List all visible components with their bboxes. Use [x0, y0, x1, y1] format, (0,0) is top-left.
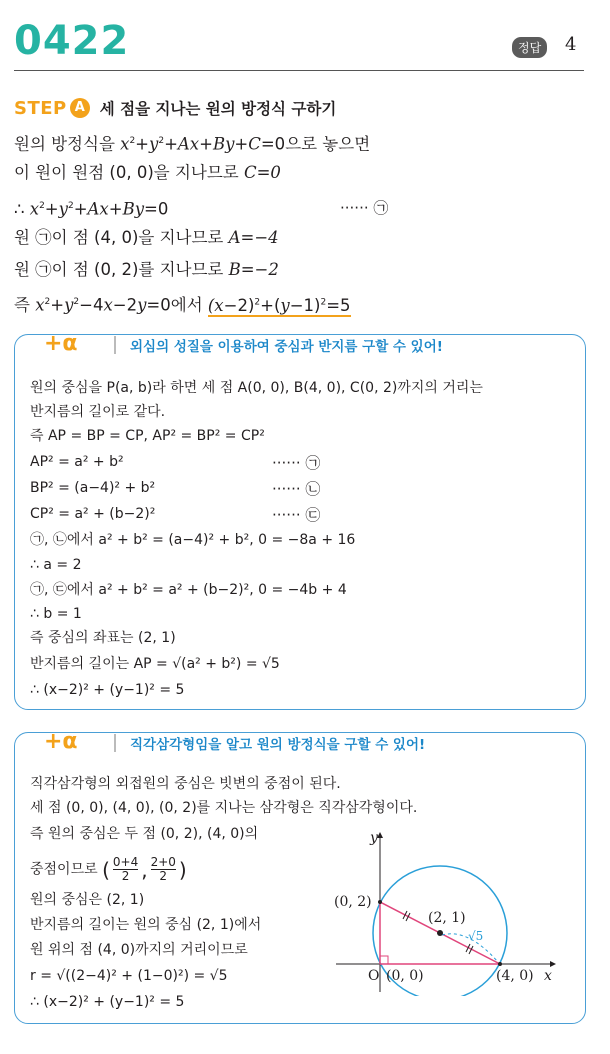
plus-alpha-icon: +α — [44, 729, 78, 754]
x-axis-label: x — [544, 968, 552, 984]
problem-number: 0422 — [14, 18, 130, 64]
tip-title-1: 외심의 성질을 이용하여 중심과 반지름 구할 수 있어! — [130, 339, 443, 355]
box1-line-5: BP² = (a−4)² + b² — [30, 480, 156, 496]
y-axis-label: y — [370, 830, 378, 846]
solution-line-1: 원의 방정식을 $x^2+y^2+Ax+By+C=0$으로 놓으면 — [14, 134, 371, 154]
box2-line-5: 원의 중심은 (2, 1) — [30, 892, 145, 908]
box1-line-9: ㉠, ㉢에서 a² + b² = a² + (b−2)², 0 = −4b + 4 — [30, 582, 347, 598]
solution-line-5: 원 ㉠이 점 (0, 2)를 지나므로 B=−2 — [14, 260, 279, 279]
equation-tag-1: ······ ㉠ — [340, 199, 389, 217]
box2-line-6: 반지름의 길이는 원의 중심 (2, 1)에서 — [30, 917, 262, 933]
box1-line-4: AP² = a² + b² — [30, 454, 124, 470]
origin-label: O — [368, 968, 380, 984]
box1-line-13: ∴ (x−2)² + (y−1)² = 5 — [30, 682, 185, 698]
answer-value: 4 — [565, 34, 577, 55]
x-axis-arrow — [550, 961, 556, 967]
circle-figure — [328, 828, 558, 996]
solution-line-2: 이 원이 원점 (0, 0)을 지나므로 C=0 — [14, 163, 281, 182]
box1-line-2: 반지름의 길이로 같다. — [30, 404, 166, 420]
box2-line-1: 직각삼각형의 외접원의 중심은 빗변의 중점이 된다. — [30, 776, 341, 792]
box2-line-3: 즉 원의 중심은 두 점 (0, 2), (4, 0)의 — [30, 826, 259, 842]
step-heading — [14, 96, 336, 120]
label-center: (2, 1) — [428, 910, 466, 926]
right-angle-mark — [380, 956, 388, 964]
answer-badge: 정답 — [512, 37, 547, 58]
tip-title-2: 직각삼각형임을 알고 원의 방정식을 구할 수 있어! — [130, 737, 426, 753]
solution-line-3: ∴ $x^2+y^2+Ax+By=0$ — [14, 199, 169, 219]
label-point-0-2: (0, 2) — [334, 894, 372, 910]
box1-tag-3: ······ ㉢ — [272, 506, 321, 524]
plus-alpha-icon: +α — [44, 331, 78, 356]
center-point — [437, 930, 443, 936]
step-label: STEP — [14, 97, 67, 119]
box1-line-3: 즉 AP = BP = CP, AP² = BP² = CP² — [30, 428, 265, 444]
box2-line-7: 원 위의 점 (4, 0)까지의 거리이므로 — [30, 942, 248, 958]
step-badge: A — [70, 98, 90, 118]
box1-tag-2: ······ ㉡ — [272, 480, 321, 498]
box2-line-4: 중점이므로 ( 0+4 2 , 2+0 2 ) — [30, 855, 187, 883]
solution-line-6: 즉 $x^2+y^2-4x-2y=0$에서 $(x-2)^2+(y-1)^2=5$ — [14, 295, 351, 315]
box1-line-11: 즉 중심의 좌표는 (2, 1) — [30, 630, 176, 646]
box1-line-12: 반지름의 길이는 AP = √(a² + b²) = √5 — [30, 656, 280, 672]
box1-tag-1: ······ ㉠ — [272, 454, 321, 472]
box1-line-7: ㉠, ㉡에서 a² + b² = (a−4)² + b², 0 = −8a + 16 — [30, 532, 356, 548]
step-title: 세 점을 지나는 원의 방정식 구하기 — [99, 100, 337, 118]
solution-line-4: 원 ㉠이 점 (4, 0)을 지나므로 A=−4 — [14, 228, 279, 247]
label-point-0-0: (0, 0) — [386, 968, 424, 984]
header-divider — [14, 70, 584, 71]
box2-line-8: r = √((2−4)² + (1−0)²) = √5 — [30, 968, 228, 984]
box2-line-2: 세 점 (0, 0), (4, 0), (0, 2)를 지나는 삼각형은 직각삼각형이다. — [30, 800, 418, 816]
box2-line-9: ∴ (x−2)² + (y−1)² = 5 — [30, 994, 185, 1010]
box1-line-6: CP² = a² + (b−2)² — [30, 506, 156, 522]
box1-line-1: 원의 중심을 P(a, b)라 하면 세 점 A(0, 0), B(4, 0), C(0, 2)까지의 거리는 — [30, 380, 483, 396]
label-radius: √5 — [468, 929, 484, 943]
box1-line-10: ∴ b = 1 — [30, 606, 82, 622]
box1-line-8: ∴ a = 2 — [30, 557, 82, 573]
label-point-4-0: (4, 0) — [496, 968, 534, 984]
